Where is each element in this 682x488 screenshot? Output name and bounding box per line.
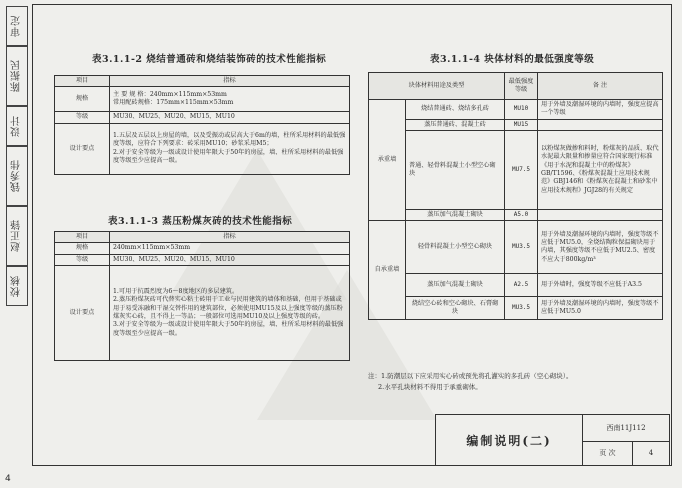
table2-header: 项目 bbox=[55, 232, 110, 243]
sheet-title: 编制说明(二) bbox=[436, 415, 583, 466]
table2-title: 表3.1.1-3 蒸压粉煤灰砖的技术性能指标 bbox=[108, 216, 293, 227]
table3-grade: A2.5 bbox=[505, 274, 538, 297]
table3-remark: 用于外墙时，强度等级不应低于A3.5 bbox=[538, 274, 663, 297]
table1-header: 指标 bbox=[110, 76, 350, 87]
page-number: 4 bbox=[633, 441, 670, 465]
table1-title: 表3.1.1-2 烧结普通砖和烧结装饰砖的技术性能指标 bbox=[92, 54, 327, 65]
table3-type: 蒸压普通砖、混凝土砖 bbox=[406, 119, 505, 130]
table1-value: 主 要 规 格：240mm×115mm×53mm 常用配砖规格：175mm×115mm×53mm bbox=[110, 87, 350, 112]
table1-value: 1.五层及五层以上房屋的墙，以及受振动或层高大于6m的墙，柱所采用材料的最低强度等级，应符合下列要求：砖采用MU10；砂浆采用M5； 2.对于安全等级为一级或设计使用年限大于50年的房屋，墙、柱所采用材料的最低强度等级至少应提高一级。 bbox=[110, 123, 350, 174]
sidebar-cell: 赵正锋 bbox=[6, 206, 28, 266]
page-corner-number: 4 bbox=[5, 474, 11, 484]
table3-remark bbox=[538, 210, 663, 221]
table2-value: 1.可用于抗震烈度为6～8度地区的多层建筑。 2.蒸压粉煤灰砖可代替实心粘土砖用于工业与民用建筑的墙体和基础，但用于基础或用于易受冻融和干湿交替作用的建筑部位，必须使用MU15及以上强度等级的蒸压粉煤灰实心砖，且不得上一等品；一般部位可选用MU10及以上强度等级的砖。 3.对于安全等级为一级或设计使用年限大于50年的房屋，墙、柱所采用材料的最低强度等级至少应提高一级。 bbox=[110, 266, 350, 361]
table3-remark: 以粉煤灰做掺和料时，粉煤灰的品质、取代水泥最大限量和掺量应符合国家现行标准《用于水泥和混凝土中的粉煤灰》GB/T1596、《粉煤灰混凝土应用技术规范》GBJ146和《粉煤灰在混凝土和砂浆中应用技术规程》JGJ28的有关规定 bbox=[538, 131, 663, 210]
table3-header: 最低强度等级 bbox=[505, 73, 538, 100]
table1-item: 等级 bbox=[55, 112, 110, 123]
table3-type: 烧结普通砖、烧结多孔砖 bbox=[406, 100, 505, 120]
table3-remark: 用于外墙及潮湿环境的内墙时，强度应提高一个等级 bbox=[538, 100, 663, 120]
table3-grade: MU3.5 bbox=[505, 297, 538, 320]
table3-remark bbox=[538, 119, 663, 130]
table3-note: 注：1.防潮层以下应采用实心砖或预先将孔灌实的多孔砖（空心砌块）。 bbox=[368, 372, 573, 380]
table3-type: 轻骨料混凝土小型空心砌块 bbox=[406, 221, 505, 274]
title-block bbox=[435, 414, 670, 466]
table1-header: 项目 bbox=[55, 76, 110, 87]
table3-type: 烧结空心砖和空心砌块、石膏砌块 bbox=[406, 297, 505, 320]
sidebar-cell: 校核 bbox=[6, 266, 28, 306]
page-label: 页 次 bbox=[583, 441, 633, 465]
table3-group-load: 承重墙 bbox=[369, 100, 406, 221]
table3-header: 块体材料用途及类型 bbox=[369, 73, 505, 100]
table3-grade: MU3.5 bbox=[505, 221, 538, 274]
atlas-number: 西南11J112 bbox=[583, 415, 670, 442]
table3-grade: MU10 bbox=[505, 100, 538, 120]
table3-title: 表3.1.1-4 块体材料的最低强度等级 bbox=[430, 54, 595, 65]
signature-column bbox=[6, 6, 30, 474]
table3-type: 蒸压加气混凝土砌块 bbox=[406, 274, 505, 297]
sidebar-cell: 陈振民 bbox=[6, 46, 28, 106]
table3-note: 2.水平孔块材料不得用于承重砌体。 bbox=[378, 383, 482, 391]
table1-item: 设计要点 bbox=[55, 123, 110, 174]
table3-grade: MU7.5 bbox=[505, 131, 538, 210]
sidebar-cell: 钱秀伟 bbox=[6, 146, 28, 206]
table2-item: 规格 bbox=[55, 243, 110, 254]
table1-value: MU30、MU25、MU20、MU15、MU10 bbox=[110, 112, 350, 123]
table3 bbox=[368, 72, 663, 320]
sidebar-cell: 设计 bbox=[6, 106, 28, 146]
table2-item: 等级 bbox=[55, 254, 110, 265]
table2-value: MU30、MU25、MU20、MU15、MU10 bbox=[110, 254, 350, 265]
table2-value: 240mm×115mm×53mm bbox=[110, 243, 350, 254]
table3-type: 普通、轻骨料混凝土小型空心砌块 bbox=[406, 131, 505, 210]
table3-remark: 用于外墙及潮湿环境的内墙时，强度等级不应低于MU5.0，全烧结陶粒保温砌块用于内墙，其强度等级不应低于MU2.5、密度不应大于800kg/m³ bbox=[538, 221, 663, 274]
table3-grade: MU15 bbox=[505, 119, 538, 130]
table3-remark: 用于外墙及潮湿环境的内墙时，强度等级不应低于MU5.0 bbox=[538, 297, 663, 320]
table2-header: 指标 bbox=[110, 232, 350, 243]
table1 bbox=[54, 75, 350, 175]
table3-type: 蒸压加气混凝土砌块 bbox=[406, 210, 505, 221]
table2-item: 设计要点 bbox=[55, 266, 110, 361]
table1-item: 规格 bbox=[55, 87, 110, 112]
table3-grade: A5.0 bbox=[505, 210, 538, 221]
table3-header: 备 注 bbox=[538, 73, 663, 100]
sidebar-cell: 审定 bbox=[6, 6, 28, 46]
table3-group-self: 自承重墙 bbox=[369, 221, 406, 320]
table2 bbox=[54, 231, 350, 361]
